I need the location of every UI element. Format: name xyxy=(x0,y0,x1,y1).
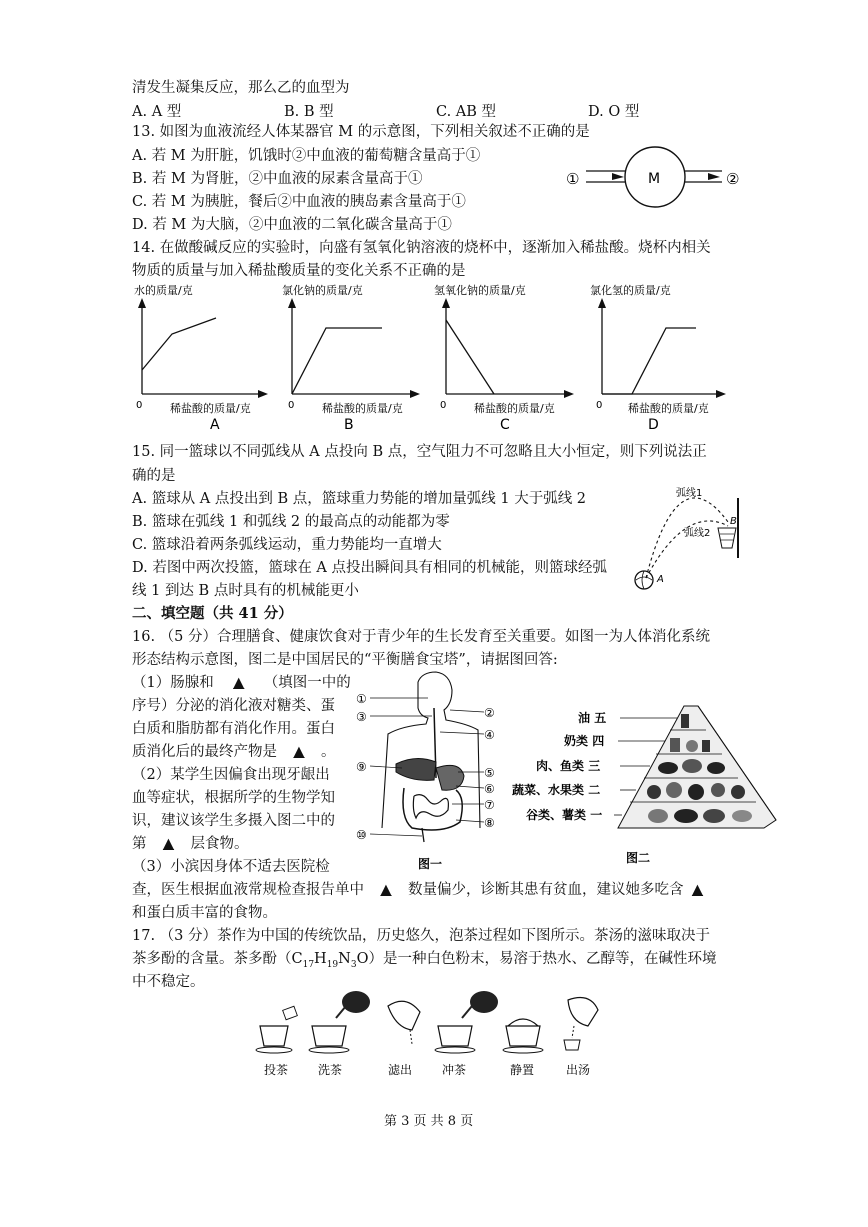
q14-graph-c-ylabel: 氢氧化钠的质量/克 xyxy=(434,284,526,297)
q13-organ-diagram xyxy=(560,142,750,212)
q13-out-label: ② xyxy=(726,170,740,188)
q16-p1-line2: 序号）分泌的消化液对糖类、蛋 xyxy=(132,698,335,714)
q17-stem-3: 中不稳定。 xyxy=(132,974,205,990)
q16-fig1-label-8: ⑧ xyxy=(484,816,495,830)
q16-blank-3[interactable]: ▲ xyxy=(162,836,175,852)
q14-graph-a-ylabel: 水的质量/克 xyxy=(134,284,193,297)
q13-organ-label: M xyxy=(648,171,661,187)
q15-option-d-cont: 线 1 到达 B 点时具有的机械能更小 xyxy=(132,583,359,599)
q16-p2-line1: （2）某学生因偏食出现牙龈出 xyxy=(132,767,330,783)
q16-fig2-layer4-label: 奶类 四 xyxy=(564,734,605,748)
q14-graph-c xyxy=(434,282,584,432)
q16-stem-2: 形态结构示意图，图二是中国居民的“平衡膳食宝塔”，请据图回答: xyxy=(132,652,558,668)
q16-fig2-layer3-label: 肉、鱼类 三 xyxy=(536,759,601,773)
q16-fig2-layer1-label: 谷类、薯类 一 xyxy=(526,808,603,822)
q14-graph-d-ylabel: 氯化氢的质量/克 xyxy=(590,284,671,297)
q16-fig1-label-2: ② xyxy=(484,706,495,720)
q17-stem-2: 茶多酚的含量。茶多酚$(C_{17}H_{19}N_3O)$是一种白色粉末，易溶于热水、乙醇等，在碱性环境 xyxy=(132,951,717,970)
q17-step-3: 滤出 xyxy=(388,1063,413,1077)
q16-p1-line1: （1）肠腺和 ▲ （填图一中的 xyxy=(132,675,351,691)
q16-fig2-layer5-label: 油 五 xyxy=(578,711,607,725)
q12-option-b: B. B 型 xyxy=(284,104,334,120)
q16-fig1-label-10: ⑩ xyxy=(356,828,367,842)
q13-option-b: B. 若 M 为肾脏，②中血液的尿素含量高于① xyxy=(132,171,423,187)
q14-graph-a-xlabel: 稀盐酸的质量/克 xyxy=(170,402,251,415)
q14-stem-2: 物质的质量与加入稀盐酸质量的变化关系不正确的是 xyxy=(132,263,466,279)
q12-stem-tail: 清发生凝集反应，那么乙的血型为 xyxy=(132,80,350,96)
q16-fig1-label-6: ⑥ xyxy=(484,782,495,796)
q16-blank-1[interactable]: ▲ xyxy=(233,675,245,691)
q16-p1-line4: 质消化后的最终产物是 ▲ 。 xyxy=(132,744,336,760)
q15-arc1-label: 弧线1 xyxy=(676,488,703,499)
q16-p3-line2: 查，医生根据血液常规检查报告单中 ▲ 数量偏少，诊断其患有贫血，建议她多吃含 ▲ xyxy=(132,880,712,900)
q16-fig1-label-3: ③ xyxy=(356,710,367,724)
q16-p3-line1: （3）小滨因身体不适去医院检 xyxy=(132,859,330,875)
q15-stem-1: 15. 同一篮球以不同弧线从 A 点投向 B 点，空气阻力不可忽略且大小恒定，则下列说法正 xyxy=(132,444,707,460)
q14-graph-c-letter: C xyxy=(500,417,510,432)
q14-graph-b-xlabel: 稀盐酸的质量/克 xyxy=(322,402,403,415)
q14-stem-1: 14. 在做酸碱反应的实验时，向盛有氢氧化钠溶液的烧杯中，逐渐加入稀盐酸。烧杯内相关 xyxy=(132,240,711,256)
page-footer: 第 3 页 共 8 页 xyxy=(384,1114,474,1129)
q16-fig2-food-pyramid xyxy=(508,700,788,872)
q17-tea-process-diagram xyxy=(250,986,620,1082)
q17-step-4: 冲茶 xyxy=(442,1063,467,1077)
q13-option-a: A. 若 M 为肝脏，饥饿时②中血液的葡萄糖含量高于① xyxy=(132,148,481,164)
q17-step-1: 投茶 xyxy=(264,1063,289,1077)
q15-basketball-diagram xyxy=(628,474,748,598)
q14-graph-d-xlabel: 稀盐酸的质量/克 xyxy=(628,402,709,415)
q14-graph-d-letter: D xyxy=(648,417,659,432)
q14-graph-c-xlabel: 稀盐酸的质量/克 xyxy=(474,402,555,415)
q15-point-a: A xyxy=(657,574,664,585)
q14-graph-d-origin: 0 xyxy=(596,400,603,411)
q15-option-a: A. 篮球从 A 点投出到 B 点，篮球重力势能的增加量弧线 1 大于弧线 2 xyxy=(132,491,587,507)
q16-p2-line3: 识，建议该学生多摄入图二中的 xyxy=(132,813,335,829)
q16-blank-4[interactable]: ▲ xyxy=(380,882,392,898)
q14-graph-b-ylabel: 氯化钠的质量/克 xyxy=(282,284,363,297)
q14-graph-b xyxy=(282,282,432,432)
q16-fig1-label-5: ⑤ xyxy=(484,766,495,780)
q16-fig1-label-4: ④ xyxy=(484,728,495,742)
q16-p1-line3: 白质和脂肪都有消化作用。蛋白 xyxy=(132,721,335,737)
q17-stem-1: 17. （3 分）茶作为中国的传统饮品，历史悠久，泡茶过程如下图所示。茶汤的滋味取决于 xyxy=(132,928,710,944)
q12-option-d: D. O 型 xyxy=(588,104,640,120)
q13-option-d: D. 若 M 为大脑，②中血液的二氧化碳含量高于① xyxy=(132,217,452,233)
q16-fig1-label-7: ⑦ xyxy=(484,798,495,812)
q14-graph-d xyxy=(590,282,740,432)
q13-stem: 13. 如图为血液流经人体某器官 M 的示意图，下列相关叙述不正确的是 xyxy=(132,124,590,140)
q14-graph-b-origin: 0 xyxy=(288,400,295,411)
q16-fig2-layer2-label: 蔬菜、水果类 二 xyxy=(512,783,601,797)
q14-graph-a xyxy=(130,282,280,432)
q16-p2-line4: 第 ▲ 层食物。 xyxy=(132,836,249,852)
q16-fig1-digestive-system xyxy=(356,668,506,874)
q12-option-c: C. AB 型 xyxy=(436,104,497,120)
q15-option-b: B. 篮球在弧线 1 和弧线 2 的最高点的动能都为零 xyxy=(132,514,450,530)
section2-heading: 二、填空题（共 41 分） xyxy=(132,605,293,622)
q16-blank-5[interactable]: ▲ xyxy=(691,882,704,898)
q16-p2-line2: 血等症状，根据所学的生物学知 xyxy=(132,790,335,806)
q16-fig1-caption: 图一 xyxy=(418,857,443,871)
q17-step-5: 静置 xyxy=(510,1063,535,1077)
q15-point-b: B xyxy=(730,516,737,527)
q13-option-c: C. 若 M 为胰脏，餐后②中血液的胰岛素含量高于① xyxy=(132,194,466,210)
q15-option-c: C. 篮球沿着两条弧线运动，重力势能均一直增大 xyxy=(132,537,442,553)
q16-stem-1: 16. （5 分）合理膳食、健康饮食对于青少年的生长发育至关重要。如图一为人体消化系统 xyxy=(132,629,710,645)
q15-arc2-label: 弧线2 xyxy=(684,528,711,539)
q16-fig1-label-1: ① xyxy=(356,692,367,706)
q12-option-a: A. A 型 xyxy=(132,104,182,120)
q16-fig1-label-9: ⑨ xyxy=(356,760,367,774)
q15-option-d: D. 若图中两次投篮，篮球在 A 点投出瞬间具有相同的机械能，则篮球经弧 xyxy=(132,560,608,576)
q15-stem-2: 确的是 xyxy=(132,468,176,484)
q13-in-label: ① xyxy=(566,170,580,188)
q14-graph-a-origin: 0 xyxy=(136,400,143,411)
q14-graph-c-origin: 0 xyxy=(440,400,447,411)
q14-graph-a-letter: A xyxy=(210,417,220,432)
q17-step-2: 洗茶 xyxy=(318,1063,343,1077)
q16-fig2-caption: 图二 xyxy=(626,851,651,865)
q16-blank-2[interactable]: ▲ xyxy=(293,744,305,760)
q16-p3-line3: 和蛋白质丰富的食物。 xyxy=(132,905,277,921)
q17-step-6: 出汤 xyxy=(566,1063,591,1077)
q14-graph-b-letter: B xyxy=(344,417,354,432)
